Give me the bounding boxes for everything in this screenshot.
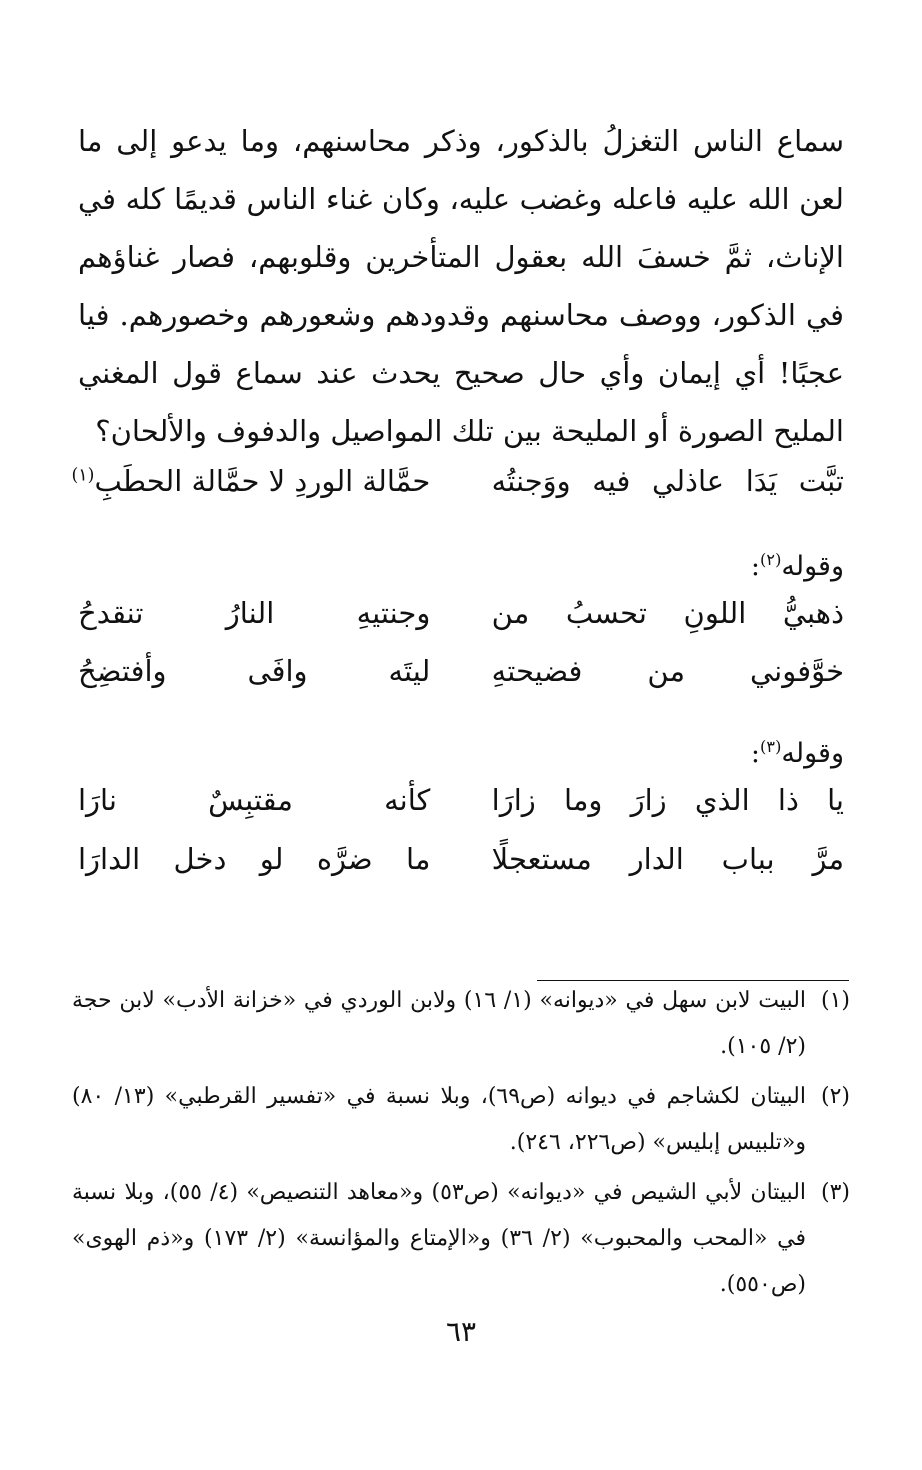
footnote — [72, 978, 850, 1070]
verse-line — [78, 830, 844, 888]
first-hemistich: ذهبيُّ اللونِ تحسبُ من — [491, 596, 844, 630]
second-hemistich: كأنه مقتبِسٌ نارَا — [78, 783, 431, 817]
footnote-ref: (٣) — [760, 737, 782, 756]
page-number: ٦٣ — [445, 1315, 477, 1348]
intro-text: وقوله — [781, 551, 844, 582]
second-hemistich — [71, 464, 431, 498]
footnote-number: (٢) — [820, 1084, 850, 1109]
footnote-ref: (٢) — [760, 550, 782, 569]
verse-line — [78, 642, 844, 700]
second-hemistich: وجنتيهِ النارُ تنقدحُ — [78, 596, 431, 630]
intro-colon: : — [750, 738, 761, 769]
first-hemistich: مرَّ بباب الدار مستعجلًا — [491, 842, 844, 876]
intro-colon: : — [750, 551, 761, 582]
verse-line — [78, 584, 844, 642]
footnote-ref: (١) — [71, 465, 95, 486]
intro-text: وقوله — [781, 738, 844, 769]
verse-line — [78, 771, 844, 829]
first-hemistich: يا ذا الذي زارَ وما زارَا — [491, 783, 844, 817]
hemistich-text: حمَّالة الوردِ لا حمَّالة الحطَبِ — [94, 464, 431, 498]
footnote — [72, 1170, 850, 1308]
footnote-text: البيت لابن سهل في «ديوانه» (١/ ١٦) ولابن الوردي في «خزانة الأدب» لابن حجة (٢/ ١٠٥). — [72, 988, 807, 1059]
footnote-number: (١) — [820, 988, 850, 1013]
second-hemistich: ما ضرَّه لو دخل الدارَا — [78, 842, 431, 876]
verse-intro — [751, 535, 844, 585]
body-paragraph: سماع الناس التغزلُ بالذكور، وذكر محاسنهم، وما يدعو إلى ما لعن الله عليه فاعله وغضب عليه، وكان غناء الناس قديمًا كله في الإناث، ثمَّ خسفَ الله بعقول المتأخرين وقلوبهم، فصار غناؤهم في الذكور، ووصف محاسنهم وقدودهم وشعورهم وخصورهم. فيا عجبًا! أي إيمان وأي حال صحيح يحدث عند سماع قول المغني المليح الصورة أو المليحة بين تلك المواصيل والدفوف والألحان؟ — [78, 124, 844, 448]
footnote-number: (٣) — [820, 1180, 850, 1205]
footnote — [72, 1074, 850, 1166]
first-hemistich: خوَّفوني من فضيحتهِ — [491, 654, 844, 688]
footnote-text: البيتان لأبي الشيص في «ديوانه» (ص٥٣) و«معاهد التنصيص» (٤/ ٥٥)، وبلا نسبة في «المحب والمحبوب» (٢/ ٣٦) و«الإمتاع والمؤانسة» (٢/ ١٧٣) و«ذم الهوى» (ص٥٥٠). — [72, 1180, 807, 1297]
verse-line — [71, 452, 844, 510]
first-hemistich: تبَّت يَدَا عاذلي فيه ووَجنتُه — [491, 464, 844, 498]
footnote-text: البيتان لكشاجم في ديوانه (ص٦٩)، وبلا نسبة في «تفسير القرطبي» (١٣/ ٨٠) و«تلبيس إبليس» (ص٢٢٦، ٢٤٦). — [72, 1084, 807, 1155]
footnotes — [72, 978, 850, 1312]
verse-intro — [751, 722, 844, 772]
second-hemistich: ليتَه وافَى وأفتضِحُ — [78, 654, 431, 688]
